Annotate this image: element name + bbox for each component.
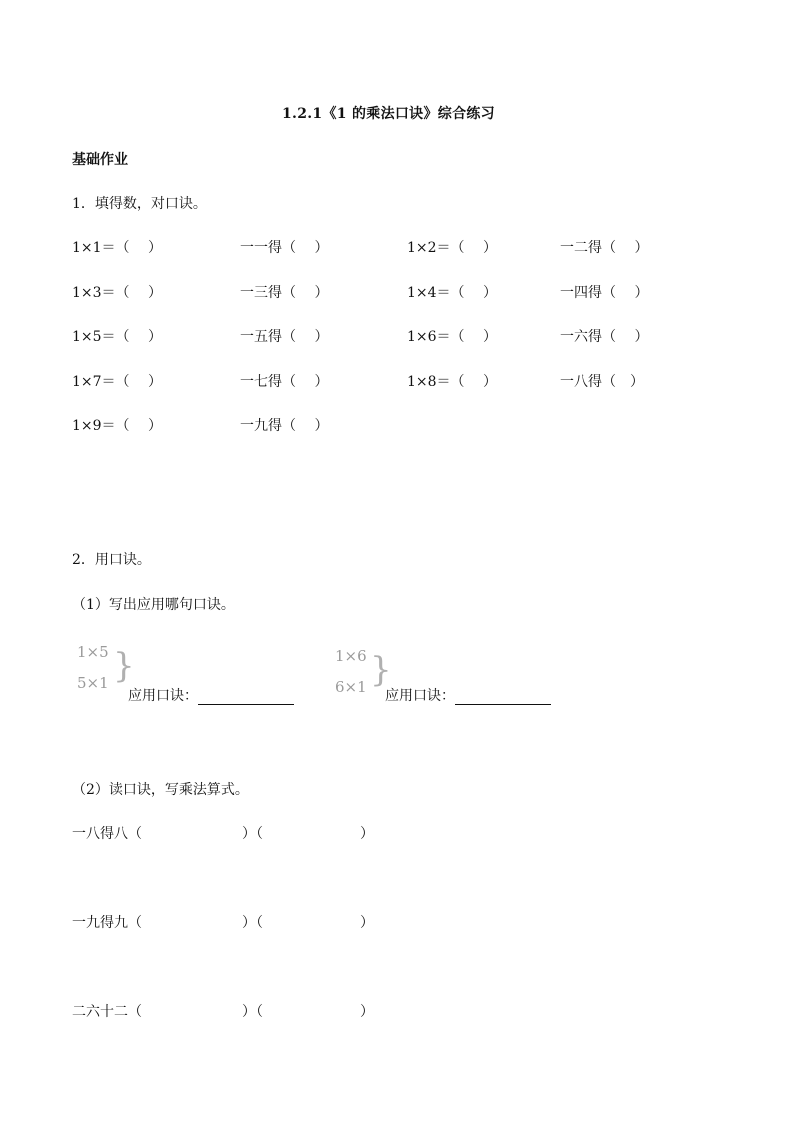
q2-item-text: 二六十二（ — [72, 1004, 142, 1020]
q1-item: 一三得（ ） — [240, 285, 329, 301]
q1-item: 一六得（ ） — [560, 329, 649, 345]
question-1-label: 1．填得数，对口诀。 — [72, 196, 207, 212]
expression-line-1: 1×5 — [77, 643, 109, 661]
apply-rhyme-label: 应用口诀： — [385, 688, 455, 704]
q2-item-mid: ）（ — [242, 1004, 263, 1020]
q1-item: 1×3＝（ ） — [72, 285, 162, 301]
q1-item: 1×8＝（ ） — [407, 374, 497, 390]
q1-item: 一八得（ ） — [560, 374, 644, 390]
apply-rhyme-1 — [128, 685, 294, 705]
expression-line-2: 6×1 — [335, 678, 367, 696]
q1-item: 一四得（ ） — [560, 285, 649, 301]
section-heading: 基础作业 — [72, 152, 128, 168]
answer-blank[interactable] — [455, 690, 551, 705]
q1-item: 1×1＝（ ） — [72, 240, 162, 256]
expression-line-1: 1×6 — [335, 647, 367, 665]
q1-item: 一五得（ ） — [240, 329, 329, 345]
question-2-part-1-label: （1）写出应用哪句口诀。 — [72, 597, 235, 613]
q2-item-end: ） — [360, 826, 374, 842]
q2-item-end: ） — [360, 1004, 374, 1020]
q2-item-end: ） — [360, 915, 374, 931]
q2-item-mid: ）（ — [242, 915, 263, 931]
apply-rhyme-label: 应用口诀： — [128, 688, 198, 704]
page-title: 1.2.1《1 的乘法口诀》综合练习 — [282, 106, 495, 122]
brace-icon: } — [370, 650, 392, 690]
q1-item: 1×7＝（ ） — [72, 374, 162, 390]
apply-rhyme-2 — [385, 685, 551, 705]
q1-item: 1×6＝（ ） — [407, 329, 497, 345]
q1-item: 1×2＝（ ） — [407, 240, 497, 256]
q1-item: 1×5＝（ ） — [72, 329, 162, 345]
q1-item: 一七得（ ） — [240, 374, 329, 390]
q2-item-mid: ）（ — [242, 826, 263, 842]
q1-item: 一一得（ ） — [240, 240, 329, 256]
answer-blank[interactable] — [198, 690, 294, 705]
q1-item: 1×4＝（ ） — [407, 285, 497, 301]
brace-icon: } — [113, 646, 135, 686]
q2-item-text: 一八得八（ — [72, 826, 142, 842]
question-2-part-2-label: （2）读口诀，写乘法算式。 — [72, 782, 249, 798]
question-2-label: 2．用口诀。 — [72, 552, 151, 568]
q1-item: 1×9＝（ ） — [72, 418, 162, 434]
q2-item-text: 一九得九（ — [72, 915, 142, 931]
q1-item: 一二得（ ） — [560, 240, 649, 256]
q1-item: 一九得（ ） — [240, 418, 329, 434]
expression-line-2: 5×1 — [77, 674, 109, 692]
